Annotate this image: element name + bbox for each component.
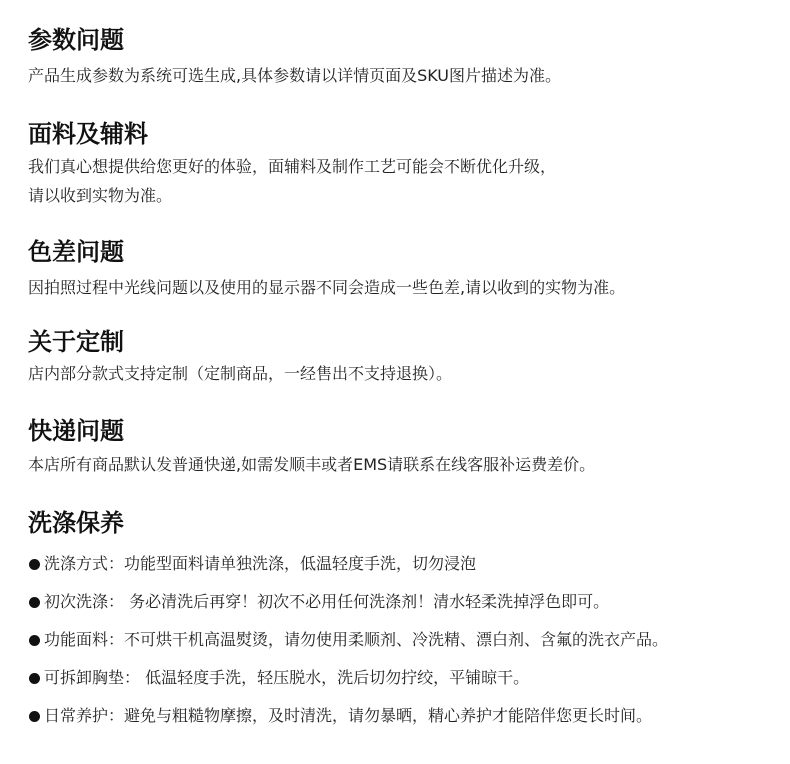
bullet-icon [29,635,40,646]
care-item-text: 可拆卸胸垫： 低温轻度手洗，轻压脱水，洗后切勿拧绞，平铺晾干。 [44,668,530,687]
care-item-text: 功能面料：不可烘干机高温熨烫，请勿使用柔顺剂、冷洗精、漂白剂、含氟的洗衣产品。 [44,630,669,649]
care-item-text: 洗涤方式：功能型面料请单独洗涤，低温轻度手洗，切勿浸泡 [44,554,477,573]
section-text: 我们真心想提供给您更好的体验，面辅料及制作工艺可能会不断优化升级， [28,157,557,176]
bullet-icon [29,597,40,608]
section-title: 洗涤保养 [28,509,124,537]
list-item [28,583,768,621]
section-title: 关于定制 [28,328,124,356]
list-item [28,697,768,735]
section-parameters [28,26,768,90]
section-title: 色差问题 [28,238,124,266]
care-list [28,545,768,735]
section-title: 快递问题 [28,417,124,445]
section-text: 因拍照过程中光线问题以及使用的显示器不同会造成一些色差,请以收到的实物为准。 [28,278,626,297]
section-customization [28,328,768,388]
list-item [28,545,768,583]
section-color-difference [28,238,768,302]
care-item-text: 日常养护：避免与粗糙物摩擦，及时清洗，请勿暴晒，精心养护才能陪伴您更长时间。 [44,706,653,725]
section-title: 面料及辅料 [28,120,148,148]
list-item [28,659,768,697]
section-shipping [28,417,768,479]
care-item-text: 初次洗涤： 务必清洗后再穿！初次不必用任何洗涤剂！清水轻柔洗掉浮色即可。 [44,592,610,611]
section-fabric [28,120,768,210]
section-text: 本店所有商品默认发普通快递,如需发顺丰或者EMS请联系在线客服补运费差价。 [28,455,596,474]
bullet-icon [29,559,40,570]
bullet-icon [29,673,40,684]
bullet-icon [29,711,40,722]
section-text: 产品生成参数为系统可选生成,具体参数请以详情页面及SKU图片描述为准。 [28,66,562,85]
list-item [28,621,768,659]
section-care [28,509,768,537]
section-text: 请以收到实物为准。 [28,186,173,205]
section-title: 参数问题 [28,26,124,54]
section-text: 店内部分款式支持定制（定制商品，一经售出不支持退换）。 [28,364,453,383]
